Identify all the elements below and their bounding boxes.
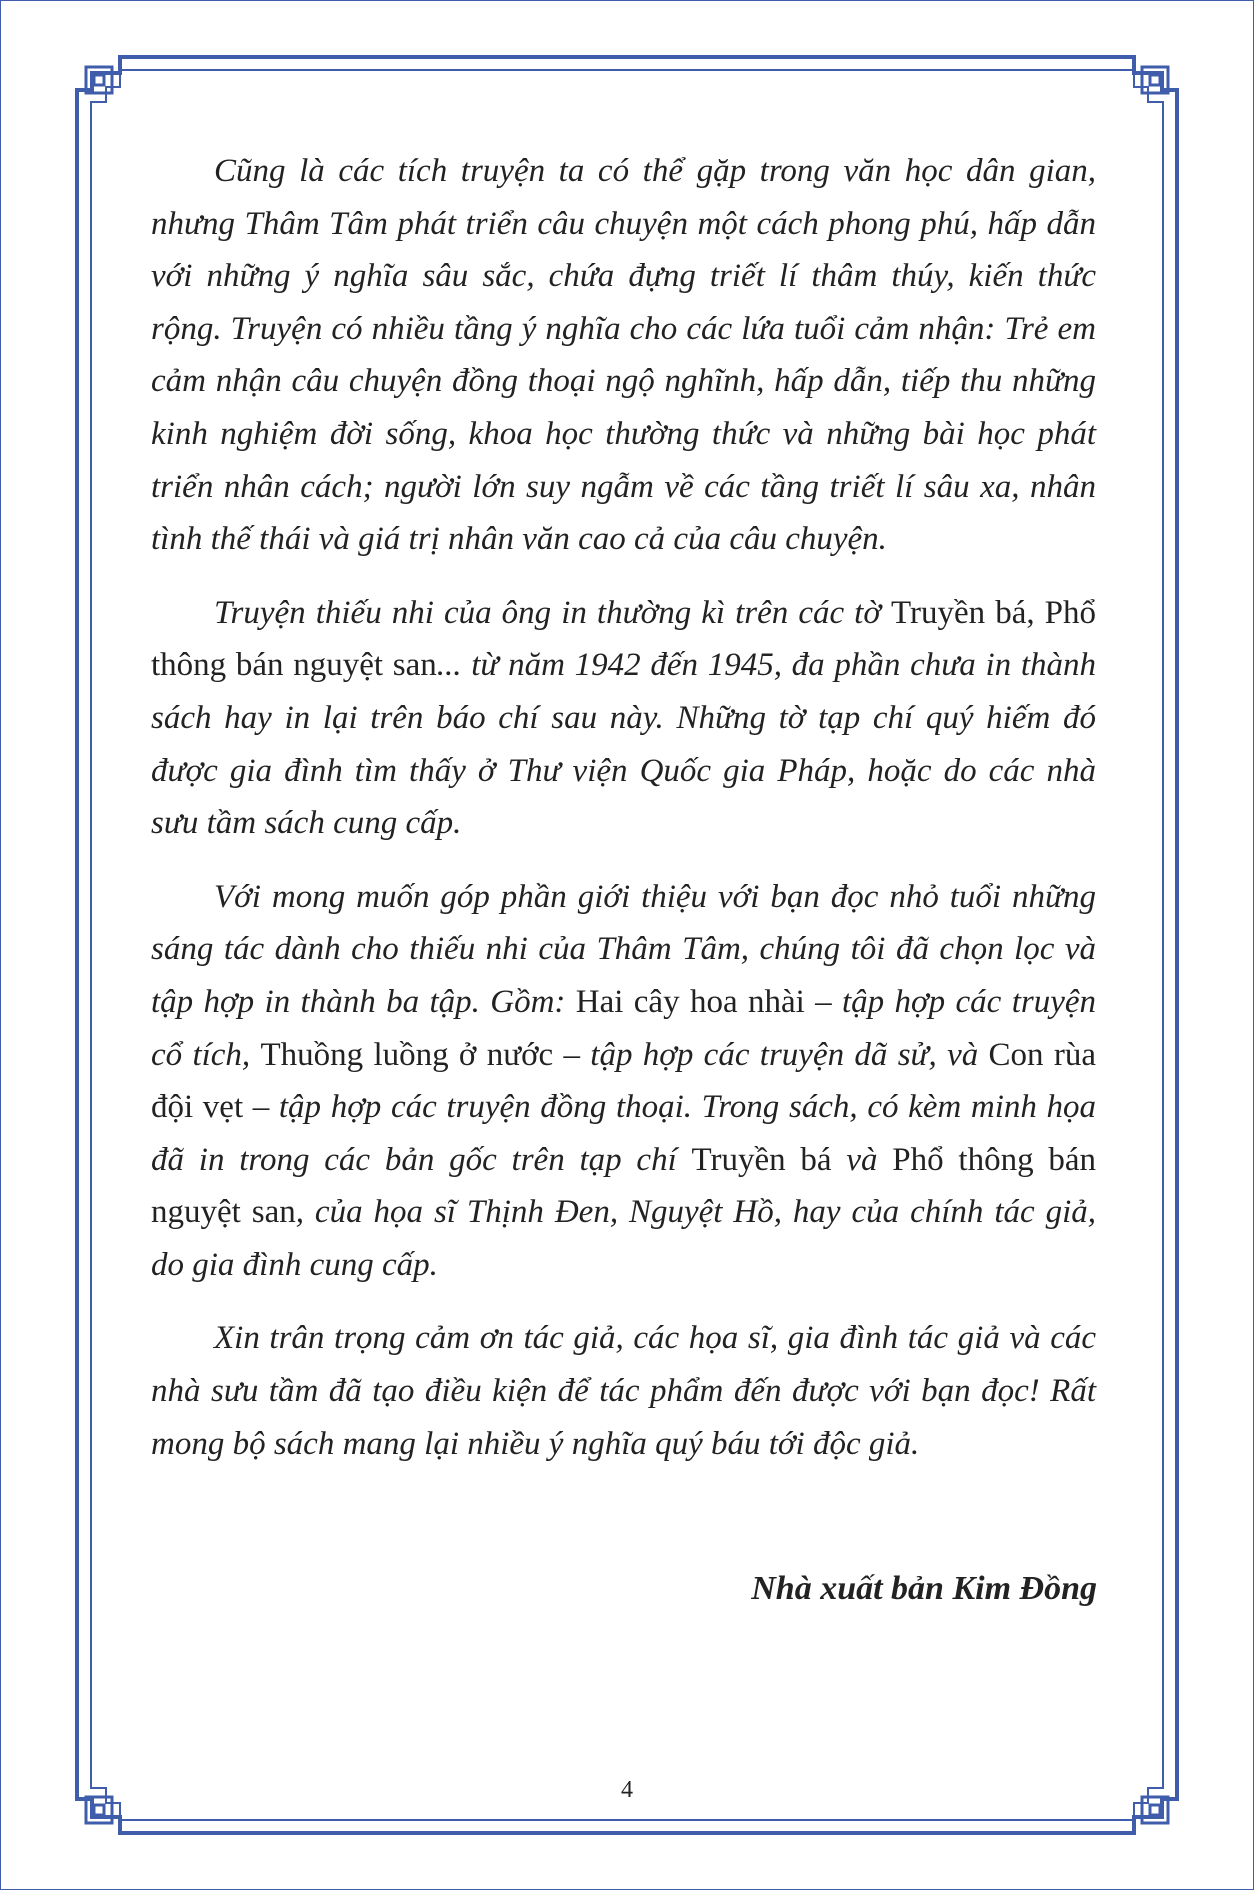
- title-reference: Truyền bá: [691, 1141, 832, 1178]
- publisher-signature: Nhà xuất bản Kim Đồng: [751, 1570, 1097, 1607]
- title-reference: Thuồng luồng ở nước: [260, 1036, 554, 1073]
- paragraph: [151, 587, 1096, 850]
- paragraph: [151, 145, 1096, 566]
- title-reference: Truyền bá, Phổ thông bán nguyệt san: [151, 594, 1096, 684]
- paragraph: [151, 871, 1096, 1292]
- text-run: và: [831, 1141, 893, 1178]
- page-number: 4: [621, 1777, 633, 1803]
- text-run: ... từ năm 1942 đến 1945, đa phần chưa in thành sách hay in lại trên báo chí sau này. Những tờ tạp chí quý hiếm đó được gia đình tìm thấy ở Thư viện Quốc gia Pháp, hoặc do các nhà sưu tầm sách cung cấp.: [151, 647, 1096, 842]
- preface-text: [151, 145, 1096, 1491]
- title-reference: Phổ thông bán nguyệt san: [151, 1141, 1096, 1231]
- title-reference: Hai cây hoa nhài: [575, 983, 805, 1020]
- text-run: Xin trân trọng cảm ơn tác giả, các họa sĩ, gia đình tác giả và các nhà sưu tầm đã tạo điều kiện để tác phẩm đến được với bạn đọc! Rất mong bộ sách mang lại nhiều ý nghĩa quý báu tới độc giả.: [151, 1320, 1096, 1462]
- title-reference: Con rùa đội vẹt: [151, 1036, 1096, 1126]
- text-run: – tập hợp các truyện đồng thoại. Trong sách, có kèm minh họa đã in trong các bản gốc trên tạp chí: [151, 1089, 1096, 1178]
- text-run: Truyện thiếu nhi của ông in thường kì trên các tờ: [214, 594, 892, 631]
- text-run: Với mong muốn góp phần giới thiệu với bạn đọc nhỏ tuổi những sáng tác dành cho thiếu nhi của Thâm Tâm, chúng tôi đã chọn lọc và tập hợp in thành ba tập. Gồm:: [151, 878, 1096, 1020]
- text-run: – tập hợp các truyện cổ tích,: [151, 983, 1096, 1073]
- paragraph: [151, 1312, 1096, 1470]
- text-run: – tập hợp các truyện dã sử, và: [553, 1036, 989, 1073]
- text-run: , của họa sĩ Thịnh Đen, Nguyệt Hồ, hay của chính tác giả, do gia đình cung cấp.: [151, 1194, 1096, 1283]
- text-run: Cũng là các tích truyện ta có thể gặp trong văn học dân gian, nhưng Thâm Tâm phát triển câu chuyện một cách phong phú, hấp dẫn với những ý nghĩa sâu sắc, chứa đựng triết lí thâm thúy, kiến thức rộng. Truyện có nhiều tầng ý nghĩa cho các lứa tuổi cảm nhận: Trẻ em cảm nhận câu chuyện đồng thoại ngộ nghĩnh, hấp dẫn, tiếp thu những kinh nghiệm đời sống, khoa học thường thức và những bài học phát triển nhân cách; người lớn suy ngẫm về các tầng triết lí sâu xa, nhân tình thế thái và giá trị nhân văn cao cả của câu chuyện.: [151, 153, 1096, 558]
